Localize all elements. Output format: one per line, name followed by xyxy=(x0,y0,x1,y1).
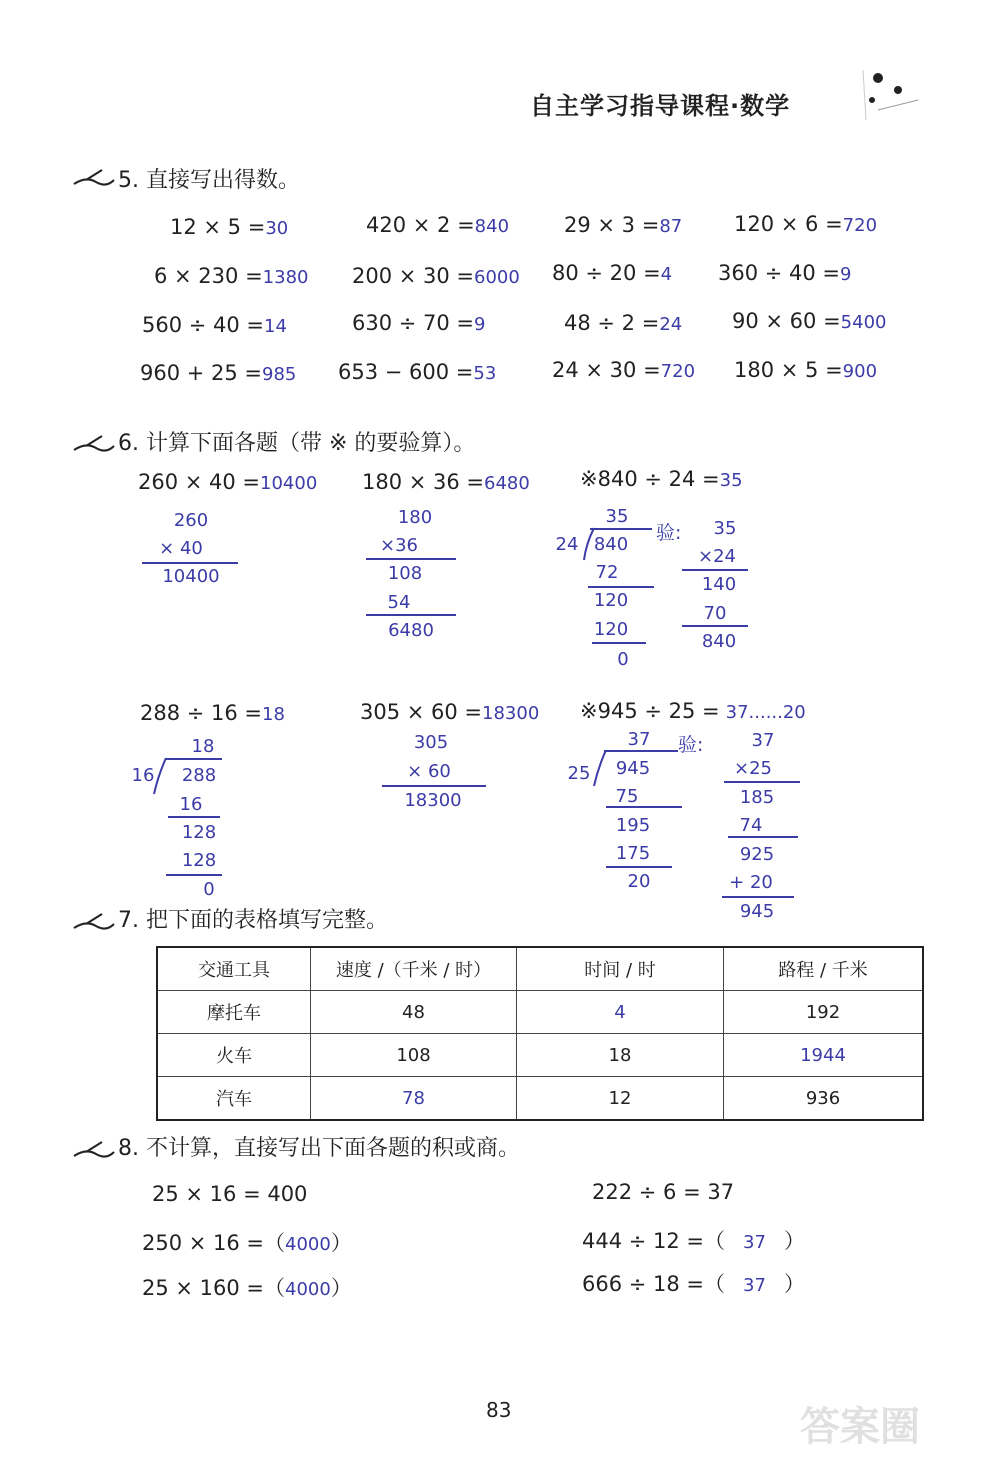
q5-answer: 4 xyxy=(660,264,673,285)
q5-answer: 30 xyxy=(265,218,289,239)
pen-icon xyxy=(72,910,116,932)
work-step: 18 xyxy=(191,736,215,757)
q5-problem: 29 × 3 = xyxy=(564,213,660,237)
question-7-title: 7. 把下面的表格填写完整。 xyxy=(118,908,388,933)
work-step: 175 xyxy=(615,843,651,864)
table-cell: 摩托车 xyxy=(157,991,311,1034)
q6-answer: 18 xyxy=(262,704,285,725)
q5-answer: 840 xyxy=(474,216,510,237)
book-title: 自主学习指导课程·数学 xyxy=(530,92,791,120)
q5-answer: 87 xyxy=(659,216,683,237)
watermark-logo: 答案圈 xyxy=(800,1404,920,1450)
table-header: 路程 / 千米 xyxy=(724,947,924,991)
work-step: 16 xyxy=(131,765,155,786)
q5-answer: 9 xyxy=(840,264,852,285)
q5-answer: 1380 xyxy=(262,267,309,288)
work-step: 75 xyxy=(615,786,639,807)
work-step: 840 xyxy=(593,534,629,555)
q8-answer: 4000 xyxy=(285,1279,331,1300)
work-step: 180 xyxy=(397,507,433,528)
q6-problem: 180 × 36 = xyxy=(362,470,485,494)
q6-answer: 35 xyxy=(719,470,743,491)
work-step: × 60 xyxy=(407,761,451,782)
q5-problem: 420 × 2 = xyxy=(366,213,475,237)
work-step: 128 xyxy=(181,850,217,871)
work-step: 37 xyxy=(627,729,651,750)
check-step: ×24 xyxy=(698,546,736,567)
check-step: 35 xyxy=(713,518,737,539)
work-step: 108 xyxy=(387,563,423,584)
work-step: 18300 xyxy=(404,790,462,811)
check-step: 840 xyxy=(701,631,737,652)
q5-problem: 960 + 25 = xyxy=(140,361,263,385)
table-row xyxy=(157,991,923,1034)
table-header: 速度 /（千米 / 时） xyxy=(311,947,517,991)
check-step: 37 xyxy=(751,730,775,751)
work-step: 260 xyxy=(173,510,209,531)
q5-answer: 24 xyxy=(659,314,683,335)
check-label: 验: xyxy=(678,734,704,756)
table-cell: 4 xyxy=(517,991,724,1034)
q5-problem: 80 ÷ 20 = xyxy=(552,261,661,285)
q5-answer: 900 xyxy=(842,361,878,382)
work-step: 128 xyxy=(181,822,217,843)
table-cell: 108 xyxy=(311,1034,517,1077)
pen-icon xyxy=(72,432,116,454)
check-step: 70 xyxy=(703,603,727,624)
work-step: 120 xyxy=(593,619,629,640)
q5-problem: 560 ÷ 40 = xyxy=(142,313,265,337)
q6-problem: 305 × 60 = xyxy=(360,700,483,724)
work-step: 0 xyxy=(617,649,629,670)
check-step: 74 xyxy=(739,815,763,836)
pen-icon xyxy=(72,1138,116,1160)
q8-bracket: ） xyxy=(330,1276,352,1300)
q5-problem: 200 × 30 = xyxy=(352,264,475,288)
q6-answer: 6480 xyxy=(484,473,530,494)
work-step: 195 xyxy=(615,815,651,836)
work-step: 945 xyxy=(615,758,651,779)
q5-problem: 180 × 5 = xyxy=(734,358,843,382)
work-step: 10400 xyxy=(162,566,220,587)
check-step: 140 xyxy=(701,574,737,595)
q6-problem: ※840 ÷ 24 = xyxy=(580,467,720,491)
q5-answer: 6000 xyxy=(474,267,520,288)
q6-answer: 18300 xyxy=(482,703,540,724)
work-step: 0 xyxy=(203,879,215,900)
q5-answer: 720 xyxy=(842,215,878,236)
table-row xyxy=(157,1077,923,1121)
q8-problem: 444 ÷ 12 =（ xyxy=(582,1229,726,1253)
work-step: 24 xyxy=(555,534,579,555)
table-row xyxy=(157,1034,923,1077)
table-cell: 12 xyxy=(517,1077,724,1121)
check-label: 验: xyxy=(656,522,682,544)
q8-problem: 25 × 160 =（ xyxy=(142,1276,286,1300)
question-6-title: 6. 计算下面各题（带 ※ 的要验算）。 xyxy=(118,431,476,456)
q8-answer: 4000 xyxy=(285,1234,331,1255)
q8-bracket: ） xyxy=(783,1229,805,1253)
work-step: × 40 xyxy=(159,538,203,559)
pen-icon xyxy=(72,166,116,188)
q5-answer: 53 xyxy=(473,363,497,384)
q5-answer: 720 xyxy=(660,361,696,382)
q6-answer: 37......20 xyxy=(725,702,806,723)
check-step: 185 xyxy=(739,787,775,808)
transport-table xyxy=(156,946,924,1121)
work-step: 288 xyxy=(181,765,217,786)
work-step: 6480 xyxy=(388,620,434,641)
q6-answer: 10400 xyxy=(260,473,318,494)
decorative-dots-icon xyxy=(858,60,928,140)
check-step: 945 xyxy=(739,901,775,922)
q5-problem: 360 ÷ 40 = xyxy=(718,261,841,285)
table-cell: 1944 xyxy=(724,1034,924,1077)
q5-problem: 12 × 5 = xyxy=(170,215,266,239)
q8-problem: 25 × 16 = 400 xyxy=(152,1182,308,1206)
work-step: 20 xyxy=(627,871,651,892)
work-step: 305 xyxy=(413,732,449,753)
q8-answer: 37 xyxy=(743,1232,766,1253)
work-step: 25 xyxy=(567,763,591,784)
q5-problem: 90 × 60 = xyxy=(732,309,841,333)
page-number: 83 xyxy=(486,1398,512,1422)
q5-problem: 6 × 230 = xyxy=(154,264,263,288)
work-step: ×36 xyxy=(380,535,418,556)
check-step: 925 xyxy=(739,844,775,865)
q8-problem: 666 ÷ 18 =（ xyxy=(582,1272,726,1296)
work-step: 72 xyxy=(595,562,619,583)
work-step: 35 xyxy=(605,506,629,527)
check-step: + 20 xyxy=(729,872,773,893)
q6-problem: 288 ÷ 16 = xyxy=(140,701,263,725)
q6-problem: ※945 ÷ 25 = xyxy=(580,699,720,723)
work-step: 120 xyxy=(593,590,629,611)
work-step: 54 xyxy=(387,592,411,613)
q5-problem: 653 − 600 = xyxy=(338,360,474,384)
q8-answer: 37 xyxy=(743,1275,766,1296)
table-header: 时间 / 时 xyxy=(517,947,724,991)
table-header: 交通工具 xyxy=(157,947,311,991)
table-cell: 火车 xyxy=(157,1034,311,1077)
table-cell: 192 xyxy=(724,991,924,1034)
table-cell: 18 xyxy=(517,1034,724,1077)
q5-answer: 985 xyxy=(262,364,297,385)
question-5-title: 5. 直接写出得数。 xyxy=(118,168,300,193)
q6-problem: 260 × 40 = xyxy=(138,470,261,494)
table-cell: 48 xyxy=(311,991,517,1034)
table-cell: 汽车 xyxy=(157,1077,311,1121)
q5-problem: 24 × 30 = xyxy=(552,358,661,382)
table-cell: 78 xyxy=(311,1077,517,1121)
q5-answer: 5400 xyxy=(840,312,887,333)
q5-answer: 9 xyxy=(474,314,486,335)
q8-problem: 222 ÷ 6 = 37 xyxy=(592,1180,735,1204)
q5-problem: 120 × 6 = xyxy=(734,212,843,236)
table-cell: 936 xyxy=(724,1077,924,1121)
check-step: ×25 xyxy=(734,758,772,779)
q8-problem: 250 × 16 =（ xyxy=(142,1231,286,1255)
work-step: 16 xyxy=(179,794,203,815)
q5-answer: 14 xyxy=(264,316,287,337)
q8-bracket: ） xyxy=(783,1272,805,1296)
q5-problem: 630 ÷ 70 = xyxy=(352,311,475,335)
question-8-title: 8. 不计算，直接写出下面各题的积或商。 xyxy=(118,1136,520,1161)
q8-bracket: ） xyxy=(330,1231,352,1255)
q5-problem: 48 ÷ 2 = xyxy=(564,311,660,335)
